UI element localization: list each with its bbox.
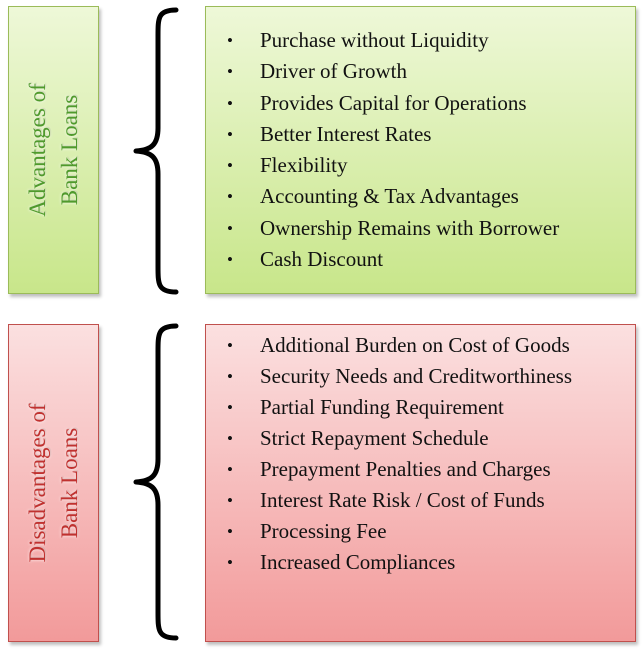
list-item-text: Increased Compliances — [260, 550, 456, 574]
list-item-text: Flexibility — [260, 153, 348, 178]
list-item-text: Interest Rate Risk / Cost of Funds — [260, 488, 545, 512]
list-item-text: Partial Funding Requirement — [260, 395, 504, 419]
list-item-text: Accounting & Tax Advantages — [260, 184, 519, 209]
list-item-text: Driver of Growth — [260, 59, 407, 84]
advantages-label-line1: Advantages of — [24, 83, 50, 217]
disadvantages-list-box — [205, 324, 636, 642]
advantages-list-box — [205, 6, 636, 294]
list-item — [206, 487, 635, 514]
list-item — [206, 121, 635, 148]
list-item — [206, 90, 635, 117]
list-item-text: Purchase without Liquidity — [260, 28, 489, 52]
bullet-icon: • — [227, 31, 233, 50]
list-item — [206, 394, 635, 421]
list-item — [206, 58, 635, 85]
disadvantages-label-box — [8, 324, 99, 642]
disadvantages-label — [22, 403, 86, 562]
advantages-label — [22, 83, 86, 217]
list-item-text: Security Needs and Creditworthiness — [260, 364, 573, 388]
list-item — [206, 27, 635, 54]
bullet-icon: • — [227, 460, 233, 479]
disadvantages-list — [206, 332, 635, 576]
bullet-icon: • — [227, 367, 233, 386]
list-item-text: Better Interest Rates — [260, 121, 432, 146]
advantages-label-line2: Bank Loans — [56, 94, 82, 206]
list-item — [206, 215, 635, 242]
bullet-icon: • — [227, 491, 233, 510]
bullet-icon: • — [227, 156, 233, 176]
advantages-label-box — [8, 6, 99, 294]
list-item — [206, 425, 635, 452]
list-item-text: Processing Fee — [260, 519, 387, 543]
list-item — [206, 549, 635, 576]
list-item-text: Prepayment Penalties and Charges — [260, 457, 551, 481]
bullet-icon: • — [227, 187, 233, 207]
list-item — [206, 183, 635, 210]
bullet-icon: • — [227, 218, 233, 238]
list-item — [206, 152, 635, 179]
list-item — [206, 363, 635, 390]
list-item — [206, 246, 635, 273]
list-item-text: Cash Discount — [260, 247, 384, 272]
bullet-icon: • — [227, 553, 233, 572]
list-item — [206, 456, 635, 483]
bullet-icon: • — [227, 398, 233, 417]
disadvantages-brace-icon — [132, 322, 182, 642]
bullet-icon: • — [227, 62, 233, 82]
list-item-text: Strict Repayment Schedule — [260, 426, 489, 450]
bullet-icon: • — [227, 336, 233, 355]
bullet-icon: • — [227, 124, 233, 144]
disadvantages-label-line2: Bank Loans — [56, 427, 82, 539]
list-item-text: Additional Burden on Cost of Goods — [260, 333, 570, 357]
list-item — [206, 332, 635, 359]
list-item — [206, 518, 635, 545]
bullet-icon: • — [227, 93, 233, 113]
bullet-icon: • — [227, 250, 233, 270]
advantages-list — [206, 27, 635, 273]
list-item-text: Ownership Remains with Borrower — [260, 215, 560, 240]
list-item-text: Provides Capital for Operations — [260, 90, 527, 115]
advantages-brace-icon — [132, 6, 182, 296]
disadvantages-label-line1: Disadvantages of — [24, 403, 50, 563]
bullet-icon: • — [227, 429, 233, 448]
bullet-icon: • — [227, 522, 233, 541]
